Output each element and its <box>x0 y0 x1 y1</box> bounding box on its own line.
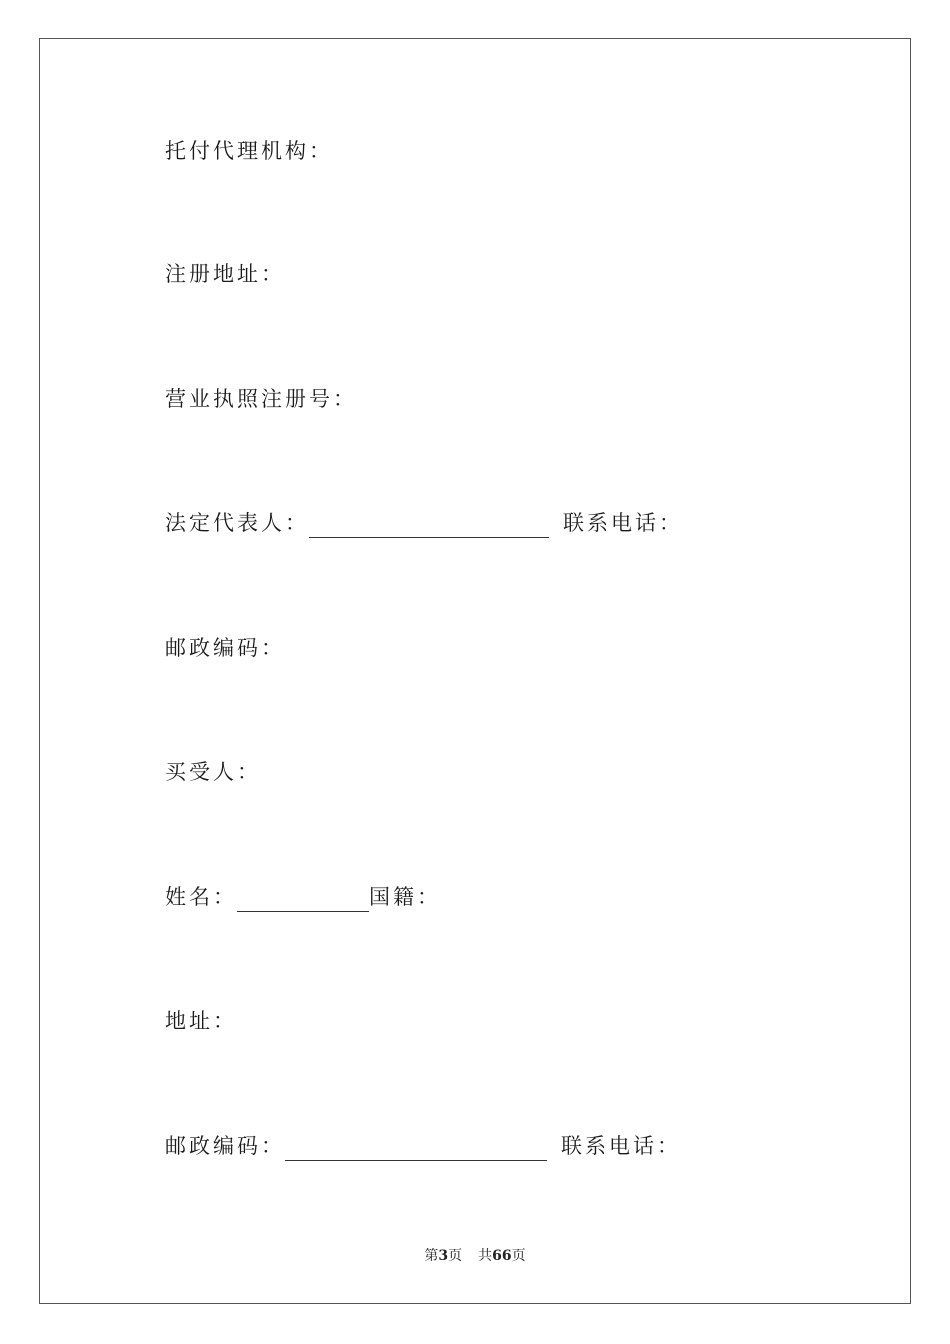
postcode-2-blank[interactable] <box>285 1142 547 1161</box>
postcode-1-label: 邮政编码： <box>165 636 285 660</box>
name-label: 姓名： <box>165 885 237 909</box>
page-footer <box>0 1245 950 1265</box>
legal-rep-line <box>165 508 683 538</box>
footer-page-number: 3 <box>438 1248 449 1264</box>
legal-rep-label: 法定代表人： <box>165 511 309 535</box>
buyer-line <box>165 757 261 787</box>
postcode-2-line <box>165 1131 681 1161</box>
legal-rep-blank[interactable] <box>309 519 549 538</box>
page-frame <box>39 38 911 1304</box>
name-line <box>165 882 441 912</box>
address-line <box>165 1006 237 1036</box>
phone-2-label: 联系电话： <box>561 1134 681 1158</box>
reg-address-line <box>165 259 285 289</box>
buyer-label: 买受人： <box>165 760 261 784</box>
reg-address-label: 注册地址： <box>165 262 285 286</box>
agent-line <box>165 136 333 166</box>
postcode-1-line <box>165 633 285 663</box>
agent-label: 托付代理机构： <box>165 139 333 163</box>
footer-page-suffix: 页 <box>448 1248 463 1264</box>
postcode-2-label: 邮政编码： <box>165 1134 285 1158</box>
phone-1-label: 联系电话： <box>563 511 683 535</box>
footer-total-prefix: 共 <box>478 1248 493 1264</box>
name-blank[interactable] <box>237 893 369 912</box>
address-label: 地址： <box>165 1009 237 1033</box>
license-no-label: 营业执照注册号： <box>165 387 357 411</box>
footer-total-suffix: 页 <box>511 1248 526 1264</box>
license-no-line <box>165 384 357 414</box>
nationality-label: 国籍： <box>369 885 441 909</box>
footer-total-pages: 66 <box>492 1248 512 1264</box>
footer-prefix: 第 <box>424 1248 439 1264</box>
